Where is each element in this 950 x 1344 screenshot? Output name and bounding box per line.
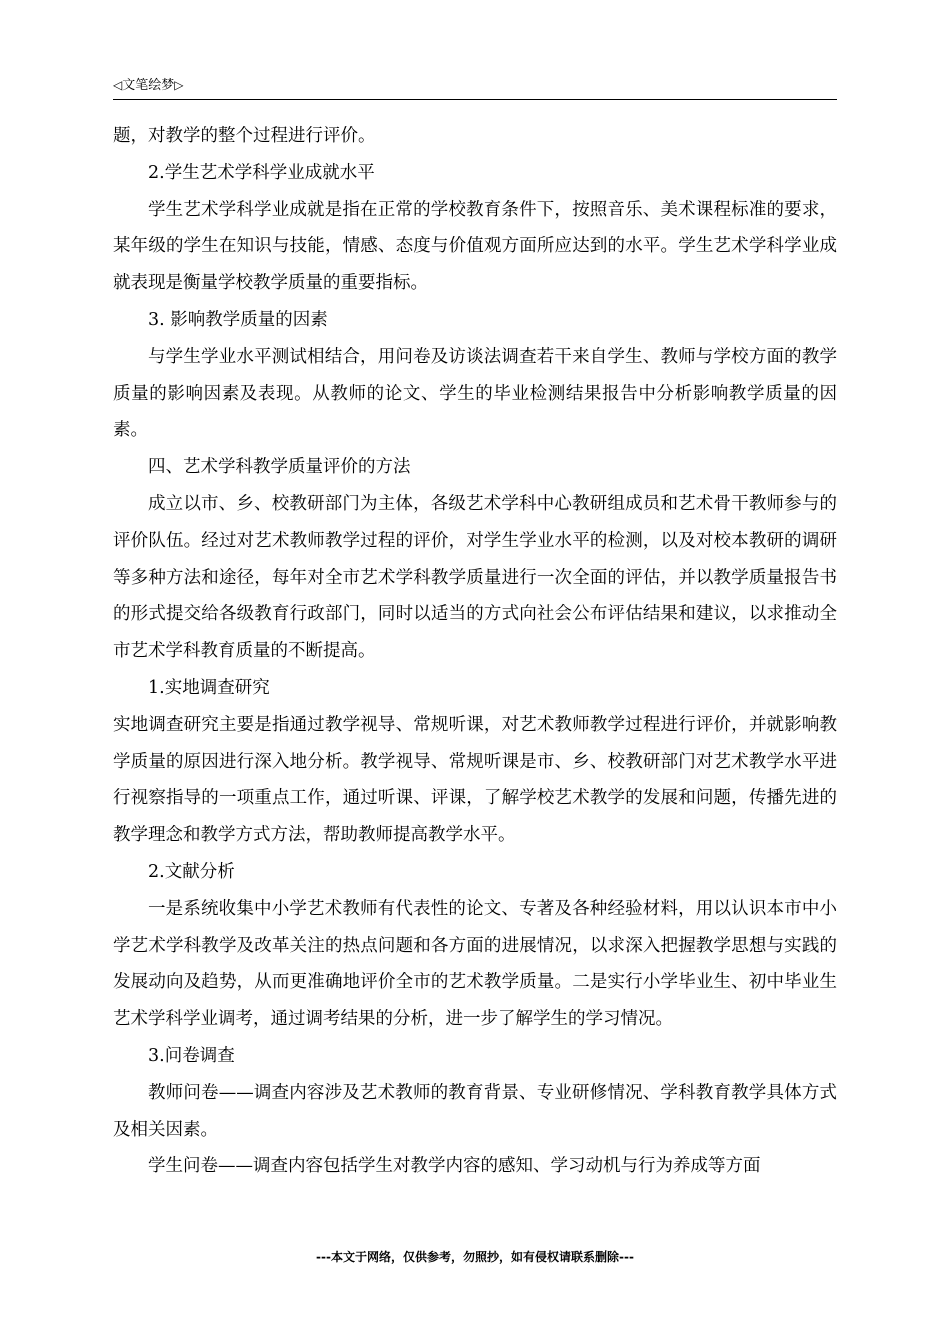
- paragraph: 成立以市、乡、校教研部门为主体，各级艺术学科中心教研组成员和艺术骨干教师参与的评价队伍。经过对艺术教师教学过程的评价，对学生学业水平的检测，以及对校本教研的调研等多种方法和途径，每年对全市艺术学科教学质量进行一次全面的评估，并以教学质量报告书的形式提交给各级教育行政部门，同时以适当的方式向社会公布评估结果和建议，以求推动全市艺术学科教育质量的不断提高。: [113, 493, 837, 662]
- section-heading: 3. 影响教学质量的因素: [148, 309, 328, 330]
- paragraph: 一是系统收集中小学艺术教师有代表性的论文、专著及各种经验材料，用以认识本市中小学艺术学科教学及改革关注的热点问题和各方面的进展情况，以求深入把握教学思想与实践的发展动向及趋势，从而更准确地评价全市的艺术教学质量。二是实行小学毕业生、初中毕业生艺术学科学业调考，通过调考结果的分析，进一步了解学生的学习情况。: [113, 898, 837, 1030]
- section-heading: 四、艺术学科教学质量评价的方法: [148, 457, 411, 478]
- paragraph: 实地调查研究主要是指通过教学视导、常规听课，对艺术教师教学过程进行评价，并就影响教学质量的原因进行深入地分析。教学视导、常规听课是市、乡、校教研部门对艺术教学水平进行视察指导的一项重点工作，通过听课、评课，了解学校艺术教学的发展和问题，传播先进的教学理念和教学方式方法，帮助教师提高教学水平。: [113, 714, 837, 846]
- document-body: [113, 118, 837, 1185]
- paragraph: 学生艺术学科学业成就是指在正常的学校教育条件下，按照音乐、美术课程标准的要求，某年级的学生在知识与技能，情感、态度与价值观方面所应达到的水平。学生艺术学科学业成就表现是衡量学校教学质量的重要指标。: [113, 199, 837, 294]
- right-triangle-icon: ▷: [174, 78, 184, 92]
- section-heading: 3.问卷调查: [148, 1045, 235, 1066]
- section-heading: 2.学生艺术学科学业成就水平: [148, 162, 375, 183]
- paragraph: 教师问卷——调查内容涉及艺术教师的教育背景、专业研修情况、学科教育教学具体方式及相关因素。: [113, 1082, 837, 1140]
- paragraph: 与学生学业水平测试相结合，用问卷及访谈法调查若干来自学生、教师与学校方面的教学质量的影响因素及表现。从教师的论文、学生的毕业检测结果报告中分析影响教学质量的因素。: [113, 346, 837, 441]
- header-title: 文笔绘梦: [122, 78, 175, 93]
- paragraph: 学生问卷——调查内容包括学生对教学内容的感知、学习动机与行为养成等方面: [148, 1156, 761, 1177]
- page-footer: ---本文于网络，仅供参考，勿照抄，如有侵权请联系删除---: [316, 1250, 634, 1264]
- page-header: [113, 74, 837, 100]
- left-triangle-icon: ◁: [113, 78, 123, 92]
- section-heading: 2.文献分析: [148, 861, 235, 882]
- section-heading: 1.实地调查研究: [148, 677, 270, 698]
- paragraph: 题，对教学的整个过程进行评价。: [113, 126, 376, 146]
